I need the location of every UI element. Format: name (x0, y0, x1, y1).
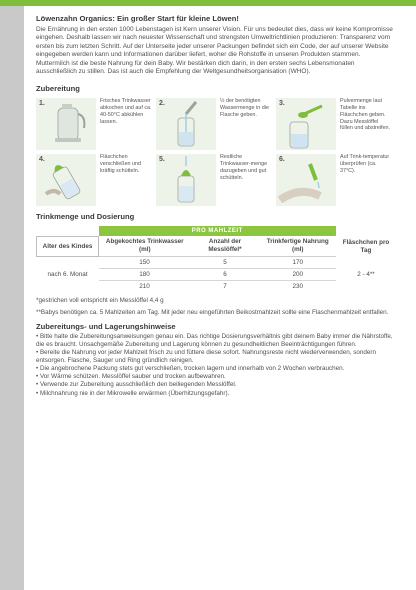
add-water-illustration (156, 154, 216, 206)
per-meal-header: PRO MAHLZEIT (99, 226, 337, 236)
water-cell: 150 (99, 257, 191, 269)
step-3 (276, 98, 394, 150)
preparation-heading: Zubereitung (36, 84, 80, 94)
intro-body: Die Ernährung in den ersten 1000 Lebenstagen ist Kern unserer Vision. Für uns bedeutet dies, dass wir keine Kompromisse eingehen. Deshalb lassen wir nach neuester Wissenschaft und strengsten Umweltrichtlinien produzieren: Transparenz vom ersten bis zum letzten Schritt. Auf der Unterseite jeder unserer Packungen befindet sich ein Code, der auf unserer Website eingegeben werden kann und Informationen darüber liefert, woher die Rohstoffe in unseren Produkten stammen. (36, 26, 393, 59)
step-6-text: Auf Trink-temperatur überprüfen (ca. 37°C). (340, 154, 390, 174)
step-2-number: 2. (159, 100, 165, 108)
step-2-text: ½ der benötigten Wassermenge in die Flasche geben. (220, 98, 269, 118)
step-3-number: 3. (279, 100, 285, 108)
hint-item: • Verwende zur Zubereitung ausschließlich den beiliegenden Messlöffel. (36, 381, 237, 389)
ready-cell: 230 (292, 283, 303, 291)
hint-item: • Bitte halte die Zubereitungsanweisungen genau ein. Das richtige Dosierungsverhältnis gibt deinem Baby immer die Nährstoffe, die es braucht. Unsachgemäße Zubereitung und Lagerung können zu gesundheitlichen Beeinträchtigungen führen. (36, 332, 393, 348)
dosing-heading: Trinkmenge und Dosierung (36, 212, 135, 222)
shake-bottle-illustration (36, 154, 96, 206)
water-cell: 210 (139, 283, 150, 291)
step-4 (36, 154, 154, 206)
col-ready-header: Trinkfertige Nahrung (ml) (259, 236, 336, 257)
step-6-number: 6. (279, 156, 285, 164)
step-3-text: Pulvermenge laut Tabelle ins Fläschchen geben. Dazu Messlöffel füllen und abstreifen. (340, 98, 391, 132)
dosing-table (36, 226, 396, 292)
col-water-header: Abgekochtes Trinkwasser (ml) (99, 236, 191, 257)
package-panel (24, 6, 416, 590)
step-4-text: Fläschchen verschließen und kräftig schütteln. (100, 154, 142, 174)
add-powder-illustration (276, 98, 336, 150)
spoons-cell: 7 (223, 283, 227, 291)
col-bottles-header: Fläschchen pro Tag (342, 238, 390, 254)
spoons-cell: 5 (191, 257, 260, 269)
spoon-note: *gestrichen voll entspricht ein Messlöffel 4,4 g (36, 297, 164, 305)
panel-content (36, 14, 396, 398)
hint-item: • Die angebrochene Packung stets gut verschließen, trocken lagern und innerhalb von 2 Wochen verbrauchen. (36, 365, 345, 373)
bottles-cell: 2 - 4** (357, 271, 375, 279)
ready-cell: 200 (259, 269, 336, 281)
step-1 (36, 98, 154, 150)
step-1-text: Frisches Trinkwasser abkochen und auf ca. 40-50°C abkühlen lassen. (100, 98, 152, 125)
step-1-number: 1. (39, 100, 45, 108)
step-5-text: Restliche Trinkwasser-menge dazugeben und gut schütteln. (220, 154, 268, 181)
step-2 (156, 98, 274, 150)
meals-note: **Babys benötigen ca. 5 Mahlzeiten am Tag. Mit jeder neu eingeführten Beikostmahlzeit sollte eine Flaschenmahlzeit entfallen. (36, 308, 389, 316)
step-4-number: 4. (39, 156, 45, 164)
hint-item: • Vor Wärme schützen. Messlöffel sauber und trocken aufbewahren. (36, 373, 226, 381)
temperature-check-illustration (276, 154, 336, 206)
table-row (37, 257, 397, 269)
step-5 (156, 154, 274, 206)
kettle-illustration (36, 98, 96, 150)
water-cell: 180 (99, 269, 191, 281)
intro-title: Löwenzahn Organics: Ein großer Start für kleine Löwen! (36, 14, 239, 23)
hint-item: • Milchnahrung nie in der Mikrowelle erwärmen (Überhitzungsgefahr). (36, 389, 230, 397)
col-spoons-header: Anzahl der Messlöffel* (191, 236, 260, 257)
intro-body-who: Muttermilch ist die beste Nahrung für dein Baby. Wir bestärken dich darin, in den ersten sechs Lebensmonaten ausschließlich zu stillen. Das ist auch die Empfehlung der Weltgesundheitsorganisation (WHO). (36, 59, 355, 76)
hints-heading: Zubereitungs- und Lagerungshinweise (36, 321, 176, 331)
col-age-header: Alter des Kindes (37, 236, 99, 257)
hint-item: • Bereite die Nahrung vor jeder Mahlzeit frisch zu und füttere diese sofort. Nahrungsreste nicht wiederverwenden, sondern entsorgen. Flasche, Sauger und Ring gründlich reinigen. (36, 349, 376, 365)
spoons-cell: 6 (191, 269, 260, 281)
ready-cell: 170 (259, 257, 336, 269)
step-6 (276, 154, 394, 206)
preparation-steps (36, 98, 396, 208)
age-cell: nach 6. Monat (47, 271, 88, 279)
step-5-number: 5. (159, 156, 165, 164)
pour-water-illustration (156, 98, 216, 150)
